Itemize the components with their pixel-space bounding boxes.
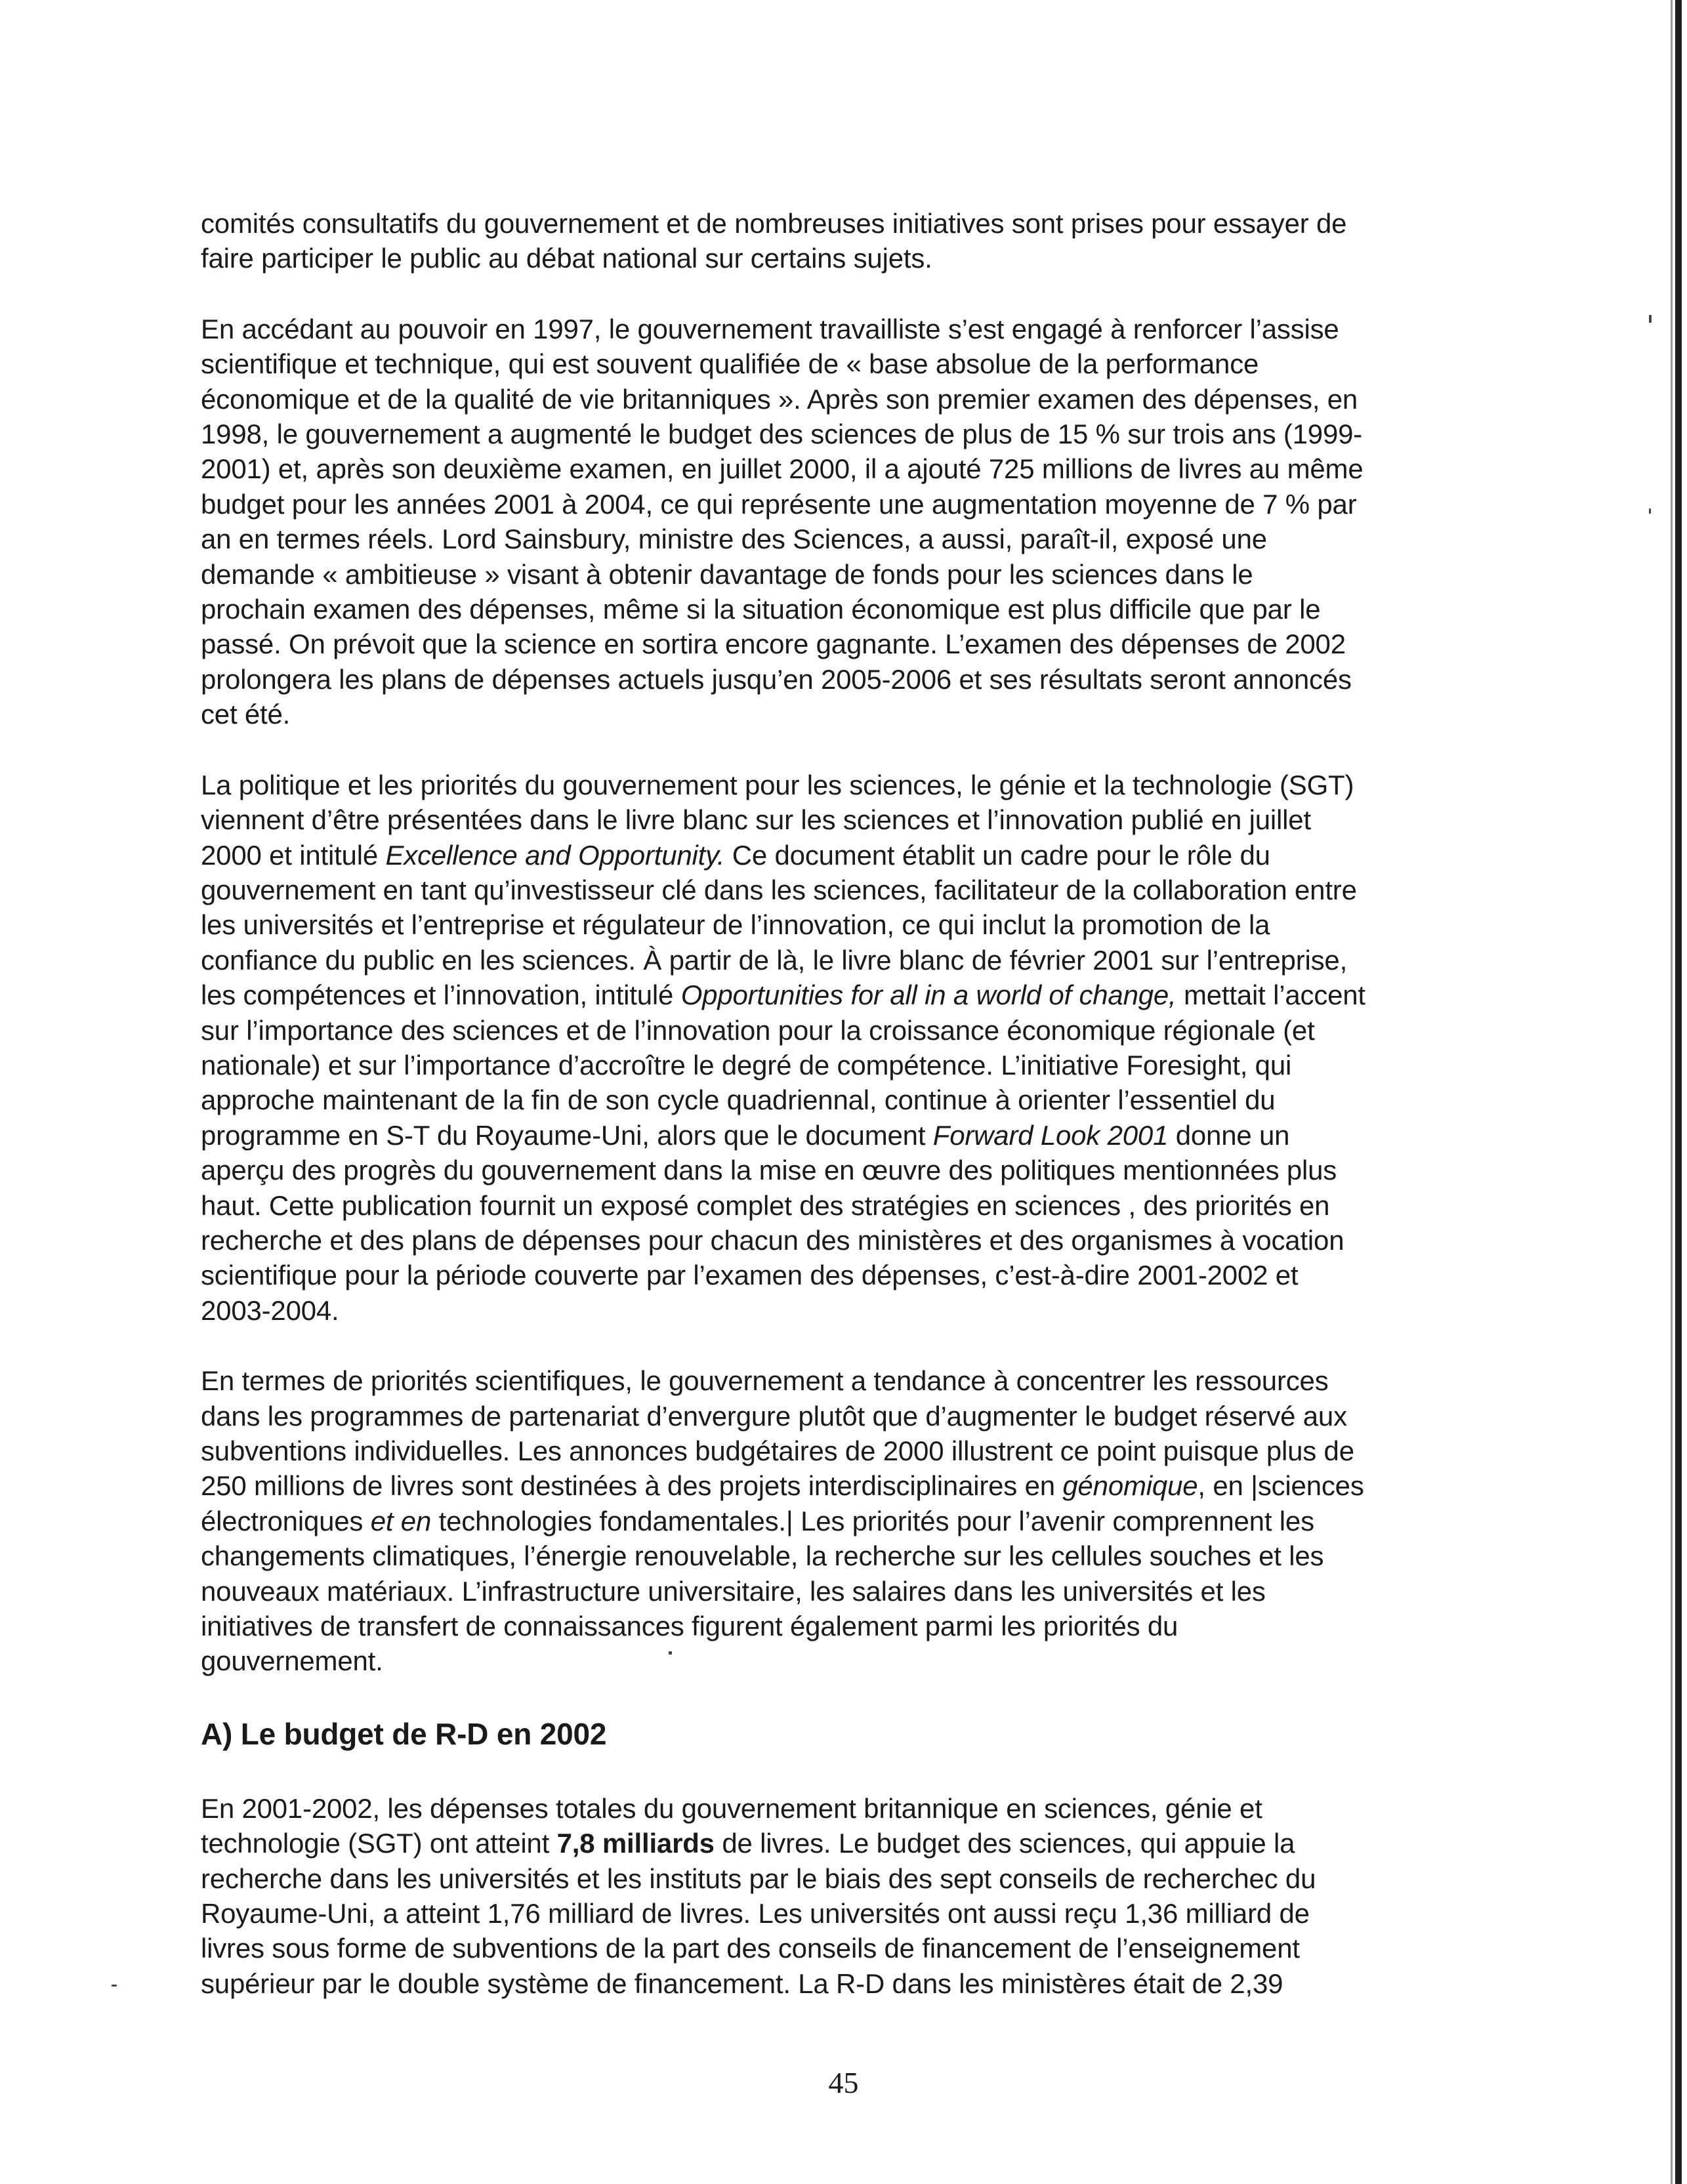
final-paragraph (201, 1791, 1507, 2001)
text-line: comités consultatifs du gouvernement et de nombreuses initiatives sont prises pour essayer de (201, 208, 1347, 239)
text-line: 1998, le gouvernement a augmenté le budget des sciences de plus de 15 % sur trois ans (1999- (201, 419, 1363, 450)
text-line: budget pour les années 2001 à 2004, ce qui représente une augmentation moyenne de 7 % par (201, 488, 1357, 520)
italic-title: Opportunities for all in a world of change, (680, 979, 1177, 1011)
text-line: gouvernement en tant qu’investisseur clé dans les sciences, facilitateur de la collaboration entre (201, 874, 1357, 905)
scan-speck (112, 1985, 117, 1987)
italic-title: génomique (1062, 1470, 1198, 1502)
text-line: recherche dans les universités et les instituts par le biais des sept conseils de recherchec du (201, 1863, 1316, 1894)
text-line: La politique et les priorités du gouvernement pour les sciences, le génie et la technologie (SGT) (201, 769, 1354, 800)
text-line: les universités et l’entreprise et régulateur de l’innovation, ce qui inclut la promotion de la (201, 909, 1270, 941)
text-line: subventions individuelles. Les annonces budgétaires de 2000 illustrent ce point puisque plus de (201, 1435, 1354, 1466)
text-line: 2003-2004. (201, 1294, 339, 1326)
text-line: aperçu des progrès du gouvernement dans la mise en œuvre des politiques mentionnées plus (201, 1155, 1337, 1186)
paragraph (201, 768, 1507, 1329)
italic-title: et en (363, 1505, 439, 1536)
text-line: approche maintenant de la fin de son cycle quadriennal, continue à orienter l’essentiel du (201, 1084, 1276, 1116)
text-line: faire participer le public au débat national sur certains sujets. (201, 243, 932, 274)
italic-title: Forward Look 2001 (932, 1119, 1169, 1151)
text-line: économique et de la qualité de vie britanniques ». Après son premier examen des dépenses, en (201, 383, 1358, 415)
text-line: 2001) et, après son deuxième examen, en juillet 2000, il a ajouté 725 millions de livres au même (201, 453, 1364, 485)
document-body (201, 206, 1507, 2036)
text-line: cet été. (201, 699, 291, 730)
text-line: En termes de priorités scientifiques, le gouvernement a tendance à concentrer les ressources (201, 1365, 1329, 1397)
bold-figure: 7,8 milliards (556, 1828, 715, 1859)
text-line: Royaume-Uni, a atteint 1,76 milliard de livres. Les universités ont aussi reçu 1,36 milliard de (201, 1898, 1310, 1929)
text-line: En accédant au pouvoir en 1997, le gouvernement travailliste s’est engagé à renforcer l’assise (201, 313, 1339, 344)
text-line: En 2001-2002, les dépenses totales du gouvernement britannique en sciences, génie et (201, 1792, 1262, 1824)
text-line: scientifique pour la période couverte par l’examen des dépenses, c’est-à-dire 2001-2002 et (201, 1260, 1299, 1291)
page-number: 45 (828, 2066, 859, 2099)
text-line: les compétences et l’innovation, intitulé Opportunities for all in a world of change, mettait l’accent (201, 979, 1365, 1011)
scan-speck (1649, 315, 1652, 323)
text-line: sur l’importance des sciences et de l’innovation pour la croissance économique régionale (et (201, 1014, 1315, 1046)
paragraph (201, 312, 1507, 732)
text-line: dans les programmes de partenariat d’envergure plutôt que d’augmenter le budget réservé aux (201, 1400, 1347, 1432)
text-line: haut. Cette publication fournit un exposé complet des stratégies en sciences , des priorités en (201, 1189, 1330, 1221)
scan-page-edge (1675, 0, 1682, 2184)
text-line: livres sous forme de subventions de la part des conseils de financement de l’enseignement (201, 1933, 1300, 1964)
text-line: gouvernement. (201, 1645, 383, 1677)
paragraph (201, 1363, 1507, 1679)
text-line: électroniques et en technologies fondamentales.| Les priorités pour l’avenir comprennent les (201, 1505, 1314, 1536)
text-line: changements climatiques, l’énergie renouvelable, la recherche sur les cellules souches et les (201, 1540, 1324, 1572)
paragraph (201, 206, 1507, 276)
text-line: scientifique et technique, qui est souvent qualifiée de « base absolue de la performance (201, 348, 1259, 380)
text-line: nouveaux matériaux. L’infrastructure universitaire, les salaires dans les universités et les (201, 1575, 1266, 1607)
text-line: nationale) et sur l’importance d’accroître le degré de compétence. L’initiative Foresight, qui (201, 1049, 1292, 1081)
text-line: initiatives de transfert de connaissances figurent également parmi les priorités du (201, 1611, 1178, 1642)
text-line: 2000 et intitulé Excellence and Opportunity. Ce document établit un cadre pour le rôle du (201, 839, 1270, 871)
text-line: prochain examen des dépenses, même si la situation économique est plus difficile que par le (201, 594, 1321, 625)
scan-page-edge-shadow (1671, 0, 1673, 2184)
text-line: recherche et des plans de dépenses pour chacun des ministères et des organismes à vocation (201, 1224, 1344, 1256)
scan-speck (1649, 508, 1651, 514)
section-heading: A) Le budget de R-D en 2002 (201, 1716, 607, 1751)
text-line: programme en S-T du Royaume-Uni, alors que le document Forward Look 2001 donne un (201, 1119, 1290, 1151)
text-line: prolongera les plans de dépenses actuels jusqu’en 2005-2006 et ses résultats seront annoncés (201, 663, 1352, 695)
italic-title: Excellence and Opportunity. (385, 839, 725, 871)
text-line: demande « ambitieuse » visant à obtenir davantage de fonds pour les sciences dans le (201, 558, 1253, 590)
text-line: 250 millions de livres sont destinées à des projets interdisciplinaires en génomique, en |sciences (201, 1470, 1364, 1502)
text-line: confiance du public en les sciences. À partir de là, le livre blanc de février 2001 sur l’entreprise, (201, 944, 1348, 976)
text-line: supérieur par le double système de financement. La R-D dans les ministères était de 2,39 (201, 1968, 1283, 1999)
text-line: viennent d’être présentées dans le livre blanc sur les sciences et l’innovation publié en juillet (201, 804, 1311, 836)
text-line: passé. On prévoit que la science en sortira encore gagnante. L’examen des dépenses de 2002 (201, 628, 1346, 660)
text-line: technologie (SGT) ont atteint 7,8 milliards de livres. Le budget des sciences, qui appuie la (201, 1828, 1295, 1859)
text-line: an en termes réels. Lord Sainsbury, ministre des Sciences, a aussi, paraît-il, exposé une (201, 524, 1267, 555)
